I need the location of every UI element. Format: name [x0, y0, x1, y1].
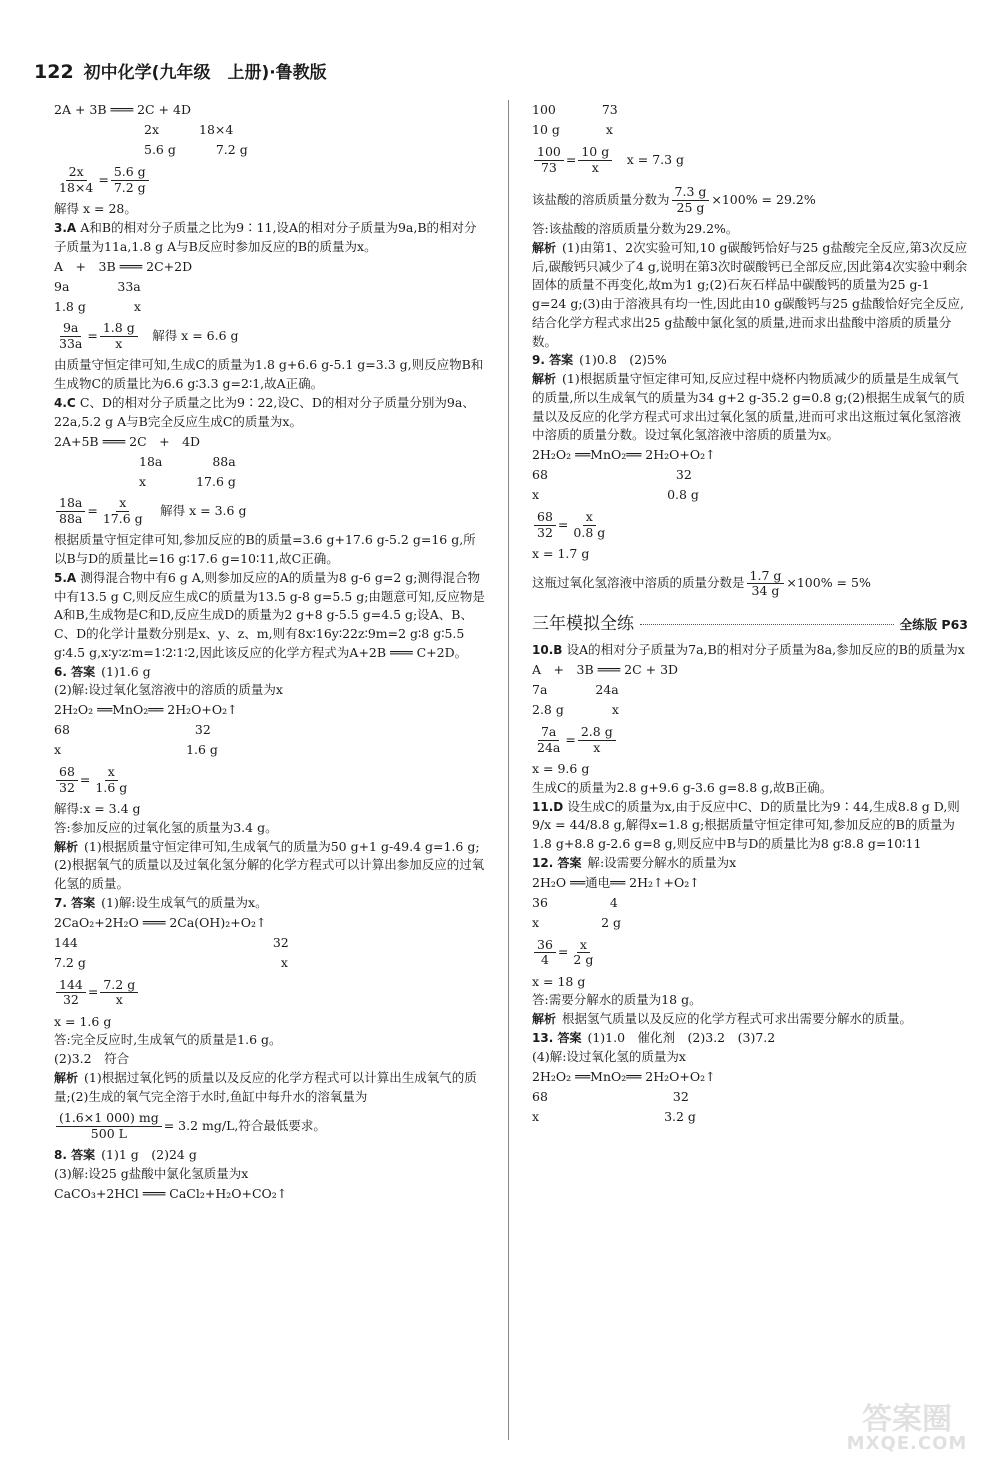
fraction-numerator: x: [116, 496, 129, 511]
equation-line: [54, 140, 488, 160]
column-divider: [508, 100, 509, 1440]
paragraph: [54, 1165, 488, 1184]
paragraph-text: 解得 x = 28。: [54, 201, 137, 216]
question-number: 8.: [54, 1148, 72, 1163]
paragraph: [54, 838, 488, 894]
equation-term: 32: [675, 467, 692, 483]
question-number: 6.: [54, 664, 72, 679]
fraction-numerator: x: [577, 938, 590, 953]
equation-term: 2A + 3B ═══ 2C + 4D: [54, 102, 191, 118]
equation-term: x: [139, 473, 147, 489]
section-heading: [532, 612, 968, 638]
fraction-line: [54, 160, 488, 200]
equation-line: [532, 680, 968, 700]
paragraph-text: (4)解:设过氧化氢的质量为x: [532, 1048, 686, 1064]
fraction-numerator: 1.7 g: [747, 569, 785, 584]
question-number: 9.: [532, 353, 550, 368]
paragraph-text: 答:该盐酸的溶质质量分数为29.2%。: [532, 221, 739, 236]
equation-term: x: [280, 954, 288, 970]
equation-term: 68: [54, 722, 70, 738]
equation-line: [54, 720, 488, 740]
equation-term: x: [611, 702, 619, 718]
equals-sign: =: [87, 502, 98, 518]
paragraph-text: (1)0.8 (2)5%: [579, 352, 667, 368]
question-number: 13.: [532, 1030, 558, 1045]
fraction-denominator: 32: [62, 992, 79, 1007]
paragraph-text: 设生成C的质量为x,由于反应中C、D的质量比为9∶44,生成8.8 g D,则 9/x = 44/8.8 g,解得x=1.8 g;根据质量守恒定律可知,参加反应的B的质量为1.8 g+8.8 g-2.6 g=8 g,则反应中B与D的质量比为8 g∶8.8 g=10∶11: [532, 798, 960, 851]
fraction-denominator: 88a: [59, 510, 83, 526]
fraction-denominator: x: [591, 159, 599, 175]
fraction: [56, 978, 86, 1008]
fraction-denominator: 17.6 g: [102, 510, 143, 526]
fraction: [56, 1111, 162, 1141]
fraction-line: [54, 973, 488, 1013]
paragraph-text: (3)解:设25 g盐酸中氯化氢质量为x: [54, 1166, 249, 1181]
paragraph-text: 测得混合物中有6 g A,则参加反应的A的质量为8 g-6 g=2 g;测得混合物中有13.5 g C,则反应生成C的质量为13.5 g-8 g=5.5 g;由题意可知,反应物是A和B,生成物是C和D,反应生成D的质量为2 g+8 g-5.5 g=4.5 g;设A、B、C、D的化学计量数分别是x、y、z、m,则有8x∶16y∶22z∶9m=2 g∶8 g∶5.5 g∶4.5 g,x∶y∶z∶m=1∶2∶1∶2,因此该反应的化学方程式为A+2B ═══ C+2D。: [54, 569, 485, 660]
equation-term: 7.2 g: [215, 142, 248, 158]
fraction-line: [54, 760, 488, 800]
section-title: 三年模拟全练: [532, 613, 634, 634]
fraction-numerator: (1.6×1 000) mg: [56, 1111, 162, 1126]
fraction-line: [54, 316, 488, 356]
equation-term: 该盐酸的溶质质量分数为: [532, 191, 670, 207]
equation-term: A + 3B ═══ 2C+2D: [54, 258, 193, 274]
paragraph: [54, 569, 488, 663]
equation-term: = 3.2 mg/L,符合最低要求。: [163, 1117, 326, 1133]
equation-line: [532, 100, 968, 120]
section-tag: 答案: [557, 1030, 582, 1045]
paragraph-text: x = 1.7 g: [532, 546, 590, 561]
equation-term: 36: [532, 894, 548, 910]
fraction-denominator: 32: [537, 524, 553, 540]
fraction-numerator: 7.3 g: [672, 185, 710, 200]
paragraph: [54, 1013, 488, 1032]
equation-line: [54, 431, 488, 451]
equation-line: [532, 120, 968, 140]
paragraph: [532, 854, 968, 873]
page-header: [34, 58, 970, 84]
fraction-denominator: 34 g: [751, 583, 780, 599]
equation-term: 68: [532, 1088, 548, 1104]
section-tag: 答案: [71, 895, 96, 910]
equation-term: 33a: [117, 278, 141, 294]
equals-sign: =: [79, 771, 91, 787]
fraction: [570, 510, 608, 540]
equation-term: 0.8 g: [667, 487, 699, 503]
fraction-denominator: 18×4: [59, 179, 94, 195]
watermark-text: 答案圈: [862, 1402, 952, 1437]
fraction-denominator: 4: [540, 952, 549, 967]
fraction-numerator: 7a: [538, 725, 559, 740]
paragraph: [54, 819, 488, 838]
fraction-denominator: 32: [59, 779, 75, 795]
equation-term: x: [605, 122, 613, 138]
paragraph: [532, 798, 968, 854]
equation-line: [54, 276, 488, 296]
equals-sign: =: [565, 731, 576, 747]
fraction: [92, 765, 130, 795]
question-number: 11.D: [532, 799, 568, 814]
fraction-numerator: 68: [56, 765, 78, 780]
fraction-numerator: 2x: [66, 165, 87, 180]
equation-term: 4: [609, 894, 618, 910]
equation-line: [532, 660, 968, 680]
paragraph: [54, 1050, 488, 1069]
paragraph: [532, 1048, 968, 1067]
paragraph-text: A和B的相对分子质量之比为9∶11,设A的相对分子质量为9a,B的相对分子质量为11a,1.8 g A与B反应时参加反应的B的质量为x。: [54, 219, 477, 254]
equation-term: 144: [54, 934, 78, 950]
equation-term: 2.8 g: [532, 702, 564, 718]
equation-line: [54, 100, 488, 120]
equation-term: 18×4: [199, 122, 234, 138]
paragraph: [54, 356, 488, 394]
paragraph-text: x = 18 g: [532, 973, 586, 989]
equation-line: [54, 913, 488, 933]
equation-term: x: [54, 742, 62, 758]
paragraph-text: 答:完全反应时,生成氧气的质量是1.6 g。: [54, 1032, 282, 1048]
fraction: [56, 321, 85, 351]
equation-term: x: [532, 914, 540, 930]
equation-line: [532, 465, 968, 485]
equation-term: 18a: [139, 453, 163, 469]
equation-line: [532, 445, 968, 465]
equation-line: [532, 700, 968, 720]
equation-line: [532, 893, 968, 913]
equation-term: A + 3B ═══ 2C + 3D: [532, 662, 679, 678]
equals-sign: =: [565, 151, 577, 167]
paragraph-text: (1)根据质量守恒定律可知,反应过程中烧杯内物质减少的质量是生成氧气的质量,所以生成氧气的质量为34 g+2 g-35.2 g=0.8 g;(2)根据生成氧气的质量以及反应的化学方程式可求出过氧化氢的质量,进而可求出这瓶过氧化氢溶液中溶质的质量分数。设过氧化氢溶液中溶质的质量为x。: [532, 371, 966, 443]
equation-line: [54, 471, 488, 491]
fraction-numerator: 68: [534, 510, 556, 525]
equation-term: 2H₂O₂ ══MnO₂══ 2H₂O+O₂↑: [532, 1068, 716, 1084]
fraction-line: [54, 1106, 488, 1146]
fraction-denominator: 73: [540, 159, 557, 175]
paragraph: [532, 545, 968, 564]
equation-term: 10 g: [532, 122, 560, 138]
fraction-numerator: 2.8 g: [578, 725, 616, 740]
paragraph-text: (1)1 g (2)24 g: [101, 1147, 197, 1163]
page-number: 122: [34, 61, 74, 83]
paragraph: [54, 219, 488, 257]
equation-term: 2 g: [601, 914, 621, 930]
section-tag: 答案: [557, 855, 582, 870]
equation-term: x: [532, 1108, 540, 1124]
paragraph: [532, 351, 968, 370]
fraction: [534, 725, 563, 755]
equation-term: 1.8 g: [54, 298, 86, 314]
fraction: [111, 165, 149, 195]
equation-term: ×100% = 5%: [786, 575, 871, 591]
paragraph: [54, 800, 488, 819]
paragraph: [54, 681, 488, 700]
paragraph: [54, 394, 488, 432]
paragraph: [54, 200, 488, 219]
paragraph: [54, 1069, 488, 1107]
question-number: 5.A: [54, 570, 81, 585]
equation-term: 88a: [212, 453, 236, 469]
equation-line: [54, 451, 488, 471]
paragraph: [532, 991, 968, 1010]
fraction: [56, 496, 85, 526]
paragraph-text: 答:参加反应的过氧化氢的质量为3.4 g。: [54, 819, 278, 835]
paragraph-text: 生成C的质量为2.8 g+9.6 g-3.6 g=8.8 g,故B正确。: [532, 779, 833, 795]
fraction-denominator: 2 g: [573, 952, 594, 967]
paragraph: [54, 1146, 488, 1165]
paragraph: [532, 1029, 968, 1048]
paragraph-text: (1)解:设生成氧气的质量为x。: [101, 894, 268, 910]
paragraph-text: 解:设需要分解水的质量为x: [587, 854, 737, 870]
dotted-leader: [640, 624, 894, 625]
equation-term: 7.2 g: [54, 954, 86, 970]
equation-term: 2CaO₂+2H₂O ═══ 2Ca(OH)₂+O₂↑: [54, 914, 267, 930]
equation-line: [54, 296, 488, 316]
equation-term: 5.6 g: [144, 142, 176, 158]
paragraph-text: (2)3.2 符合: [54, 1051, 130, 1066]
paragraph: [54, 531, 488, 569]
equation-term: 17.6 g: [196, 473, 236, 489]
equation-term: x: [133, 298, 141, 314]
equation-term: 100: [532, 102, 556, 118]
fraction: [672, 185, 710, 215]
equation-line: [532, 873, 968, 893]
paragraph: [532, 239, 968, 352]
fraction-numerator: 5.6 g: [111, 165, 149, 180]
section-page-ref: 全练版 P63: [899, 616, 968, 632]
fraction: [56, 165, 96, 195]
paragraph-text: (1)由第1、2次实验可知,10 g碳酸钙恰好与25 g盐酸完全反应,第3次反应后,碳酸钙只减少了4 g,说明在第3次时碳酸钙已全部反应,因此第4次实验中剩余固体的质量不再变化,故m为1 g;(2)石灰石样品中碳酸钙的质量为25 g-1 g=24 g;(3)由于溶液具有均一性,因此由10 g碳酸钙与25 g盐酸恰好完全反应,结合化学方程式求出25 g盐酸中氯化氢的质量,进而求出盐酸中溶质的质量分数。: [532, 239, 968, 349]
equation-term: x = 7.3 g: [614, 151, 685, 167]
equation-line: [54, 953, 488, 973]
equals-sign: =: [557, 944, 569, 960]
fraction-numerator: x: [105, 765, 118, 780]
paragraph-text: 由质量守恒定律可知,生成C的质量为1.8 g+6.6 g-5.1 g=3.3 g,则反应物B和生成物C的质量比为6.6 g∶3.3 g=2∶1,故A正确。: [54, 357, 484, 391]
section-tag: 答案: [71, 664, 96, 679]
fraction-line: [532, 180, 968, 220]
fraction-line: [532, 933, 968, 973]
equation-term: 3.2 g: [664, 1108, 696, 1124]
fraction-numerator: 144: [56, 978, 86, 993]
equation-term: 这瓶过氧化氢溶液中溶质的质量分数是: [532, 575, 745, 591]
equation-term: 24a: [595, 682, 619, 698]
equation-line: [532, 485, 968, 505]
equation-line: [532, 1066, 968, 1086]
fraction: [100, 978, 138, 1008]
equals-sign: =: [557, 516, 569, 532]
equals-sign: =: [87, 327, 98, 343]
equation-line: [54, 256, 488, 276]
fraction: [56, 765, 78, 795]
paragraph-text: 解得:x = 3.4 g: [54, 801, 141, 816]
equation-term: 68: [532, 467, 548, 483]
equation-term: 2x: [144, 122, 160, 138]
section-tag: 解析: [532, 240, 557, 255]
equation-term: ×100% = 29.2%: [711, 191, 816, 207]
fraction: [100, 321, 138, 351]
watermark-site: MXQE.COM: [846, 1433, 968, 1454]
fraction: [578, 725, 616, 755]
fraction: [747, 569, 785, 599]
fraction-numerator: 100: [534, 145, 564, 160]
fraction-denominator: x: [115, 335, 123, 351]
paragraph-text: 根据氢气质量以及反应的化学方程式可求出需要分解水的质量。: [562, 1011, 913, 1026]
section-tag: 解析: [532, 1012, 557, 1026]
fraction-denominator: 25 g: [676, 199, 705, 215]
paragraph-text: 设A的相对分子质量为7a,B的相对分子质量为8a,参加反应的B的质量为x: [566, 642, 965, 658]
question-number: 7.: [54, 895, 72, 910]
fraction-line: [532, 720, 968, 760]
fraction-numerator: 36: [534, 938, 556, 953]
paragraph: [532, 641, 968, 660]
paragraph-text: C、D的相对分子质量之比为9∶22,设C、D的相对分子质量分别为9a、22a,5.2 g A与B完全反应生成C的质量为x。: [54, 394, 475, 429]
question-number: 3.A: [54, 220, 81, 235]
right-column: [532, 100, 968, 1450]
paragraph: [532, 973, 968, 992]
equation-line: [54, 1184, 488, 1204]
equation-line: [54, 933, 488, 953]
fraction-numerator: 18a: [56, 496, 85, 511]
fraction-denominator: 1.6 g: [95, 779, 128, 795]
section-tag: 解析: [54, 1070, 79, 1085]
fraction: [570, 938, 596, 968]
paragraph: [54, 663, 488, 682]
fraction-denominator: 33a: [59, 335, 83, 351]
paragraph-text: (2)解:设过氧化氢溶液中的溶质的质量为x: [54, 682, 283, 698]
equation-term: 解得 x = 3.6 g: [147, 502, 247, 518]
fraction: [578, 145, 612, 175]
fraction-line: [532, 140, 968, 180]
equation-term: CaCO₃+2HCl ═══ CaCl₂+H₂O+CO₂↑: [54, 1186, 288, 1201]
paragraph: [532, 760, 968, 779]
equals-sign: =: [87, 984, 99, 1000]
section-tag: 解析: [54, 839, 79, 854]
fraction-denominator: x: [593, 739, 601, 755]
fraction: [534, 938, 556, 968]
paragraph: [532, 1010, 968, 1029]
equation-term: 32: [672, 1088, 689, 1104]
section-tag: 答案: [549, 353, 574, 368]
equation-term: 32: [194, 722, 211, 738]
equation-term: 1.6 g: [186, 742, 218, 758]
question-number: 12.: [532, 855, 558, 870]
paragraph-text: (1)1.0 催化剂 (2)3.2 (3)7.2: [587, 1029, 776, 1045]
question-number: 10.B: [532, 643, 567, 658]
fraction-numerator: x: [583, 510, 596, 525]
watermark-logo: [832, 1394, 982, 1464]
fraction-denominator: 24a: [537, 739, 561, 755]
paragraph-text: (1)根据过氧化钙的质量以及反应的化学方程式可以计算出生成氧气的质量;(2)生成的氧气完全溶于水时,鱼缸中每升水的溶氧量为: [54, 1069, 477, 1104]
equation-term: 9a: [54, 278, 70, 294]
paragraph-text: 根据质量守恒定律可知,参加反应的B的质量=3.6 g+17.6 g-5.2 g=16 g,所以B与D的质量比=16 g∶17.6 g=10∶11,故C正确。: [54, 532, 476, 566]
fraction-numerator: 10 g: [578, 145, 612, 160]
fraction-line: [54, 491, 488, 531]
fraction-line: [532, 505, 968, 545]
paragraph-text: x = 9.6 g: [532, 761, 590, 776]
left-column: [54, 100, 488, 1450]
equation-term: 2H₂O₂ ══MnO₂══ 2H₂O+O₂↑: [532, 447, 716, 463]
equation-term: 2A+5B ═══ 2C + 4D: [54, 433, 201, 449]
fraction-numerator: 1.8 g: [100, 321, 138, 336]
equation-line: [54, 740, 488, 760]
paragraph: [532, 779, 968, 798]
paragraph: [54, 894, 488, 913]
section-tag: 答案: [71, 1148, 96, 1163]
fraction: [534, 510, 556, 540]
fraction-denominator: 0.8 g: [573, 524, 606, 540]
paragraph: [532, 370, 968, 445]
paragraph: [54, 1031, 488, 1050]
equation-line: [54, 700, 488, 720]
equation-term: x: [532, 487, 540, 503]
paragraph: [532, 220, 968, 239]
paragraph-text: 答:需要分解水的质量为18 g。: [532, 992, 702, 1008]
fraction-line: [532, 564, 968, 604]
paragraph-text: (1)1.6 g: [101, 663, 151, 679]
fraction-denominator: 500 L: [90, 1125, 127, 1141]
equation-term: 73: [601, 102, 618, 118]
fraction-numerator: 9a: [60, 321, 81, 336]
fraction-denominator: x: [115, 992, 123, 1007]
equation-term: 解得 x = 6.6 g: [139, 327, 239, 343]
equation-line: [532, 1086, 968, 1106]
equation-term: 32: [272, 934, 289, 950]
equation-term: 7a: [532, 682, 548, 698]
fraction: [534, 145, 564, 175]
question-number: 4.C: [54, 395, 80, 410]
equation-line: [54, 120, 488, 140]
fraction-denominator: 7.2 g: [113, 179, 146, 195]
fraction: [100, 496, 146, 526]
equation-line: [532, 913, 968, 933]
paragraph-text: x = 1.6 g: [54, 1013, 112, 1029]
equals-sign: =: [98, 171, 109, 187]
equation-term: 2H₂O₂ ══MnO₂══ 2H₂O+O₂↑: [54, 702, 238, 718]
equation-term: 2H₂O ══通电══ 2H₂↑+O₂↑: [532, 874, 700, 890]
section-tag: 解析: [532, 372, 557, 386]
fraction-numerator: 7.2 g: [100, 978, 138, 993]
equation-line: [532, 1106, 968, 1126]
paragraph-text: (1)根据质量守恒定律可知,生成氧气的质量为50 g+1 g-49.4 g=1.6 g;(2)根据氧气的质量以及过氧化氢分解的化学方程式可以计算出参加反应的过氧化氢的质量。: [54, 838, 485, 891]
book-title: 初中化学(九年级 上册)·鲁教版: [83, 63, 327, 83]
